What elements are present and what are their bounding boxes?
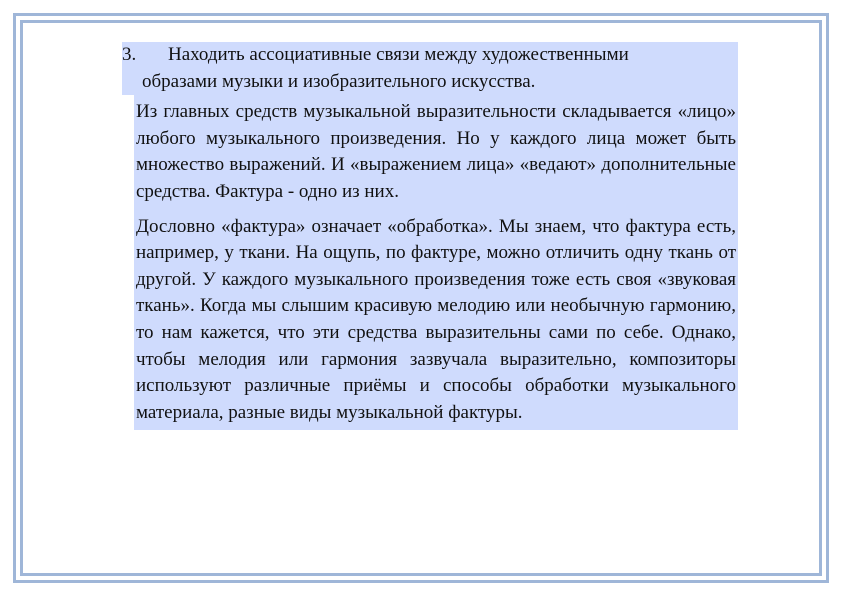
- heading-line-1: Находить ассоциативные связи между художественными: [168, 44, 629, 65]
- paragraph-2: Дословно «фактура» означает «обработка». Мы знаем, что фактура есть, например, у ткани. На ощупь, по фактуре, можно отличить одну ткань от другой. У каждого музыкального произведения тоже есть своя «звуковая ткань». Когда мы слышим красивую мелодию или необычную гармонию, то нам кажется, что эти средства выразительны сами по себе. Однако, чтобы мелодия или гармония зазвучала выразительно, композиторы используют различные приёмы и способы обработки музыкального материала, разные виды музыкальной фактуры.: [134, 206, 738, 431]
- heading-number: 3.: [122, 44, 137, 65]
- heading-line-2: образами музыки и изобразительного искусства.: [142, 70, 536, 92]
- text-block: [122, 42, 738, 430]
- numbered-heading: [122, 42, 738, 95]
- paragraph-1: Из главных средств музыкальной выразительности складывается «лицо» любого музыкального произведения. Но у каждого лица может быть множество выражений. И «выражением лица» «ведают» дополнительные средства. Фактура - одно из них.: [134, 95, 738, 205]
